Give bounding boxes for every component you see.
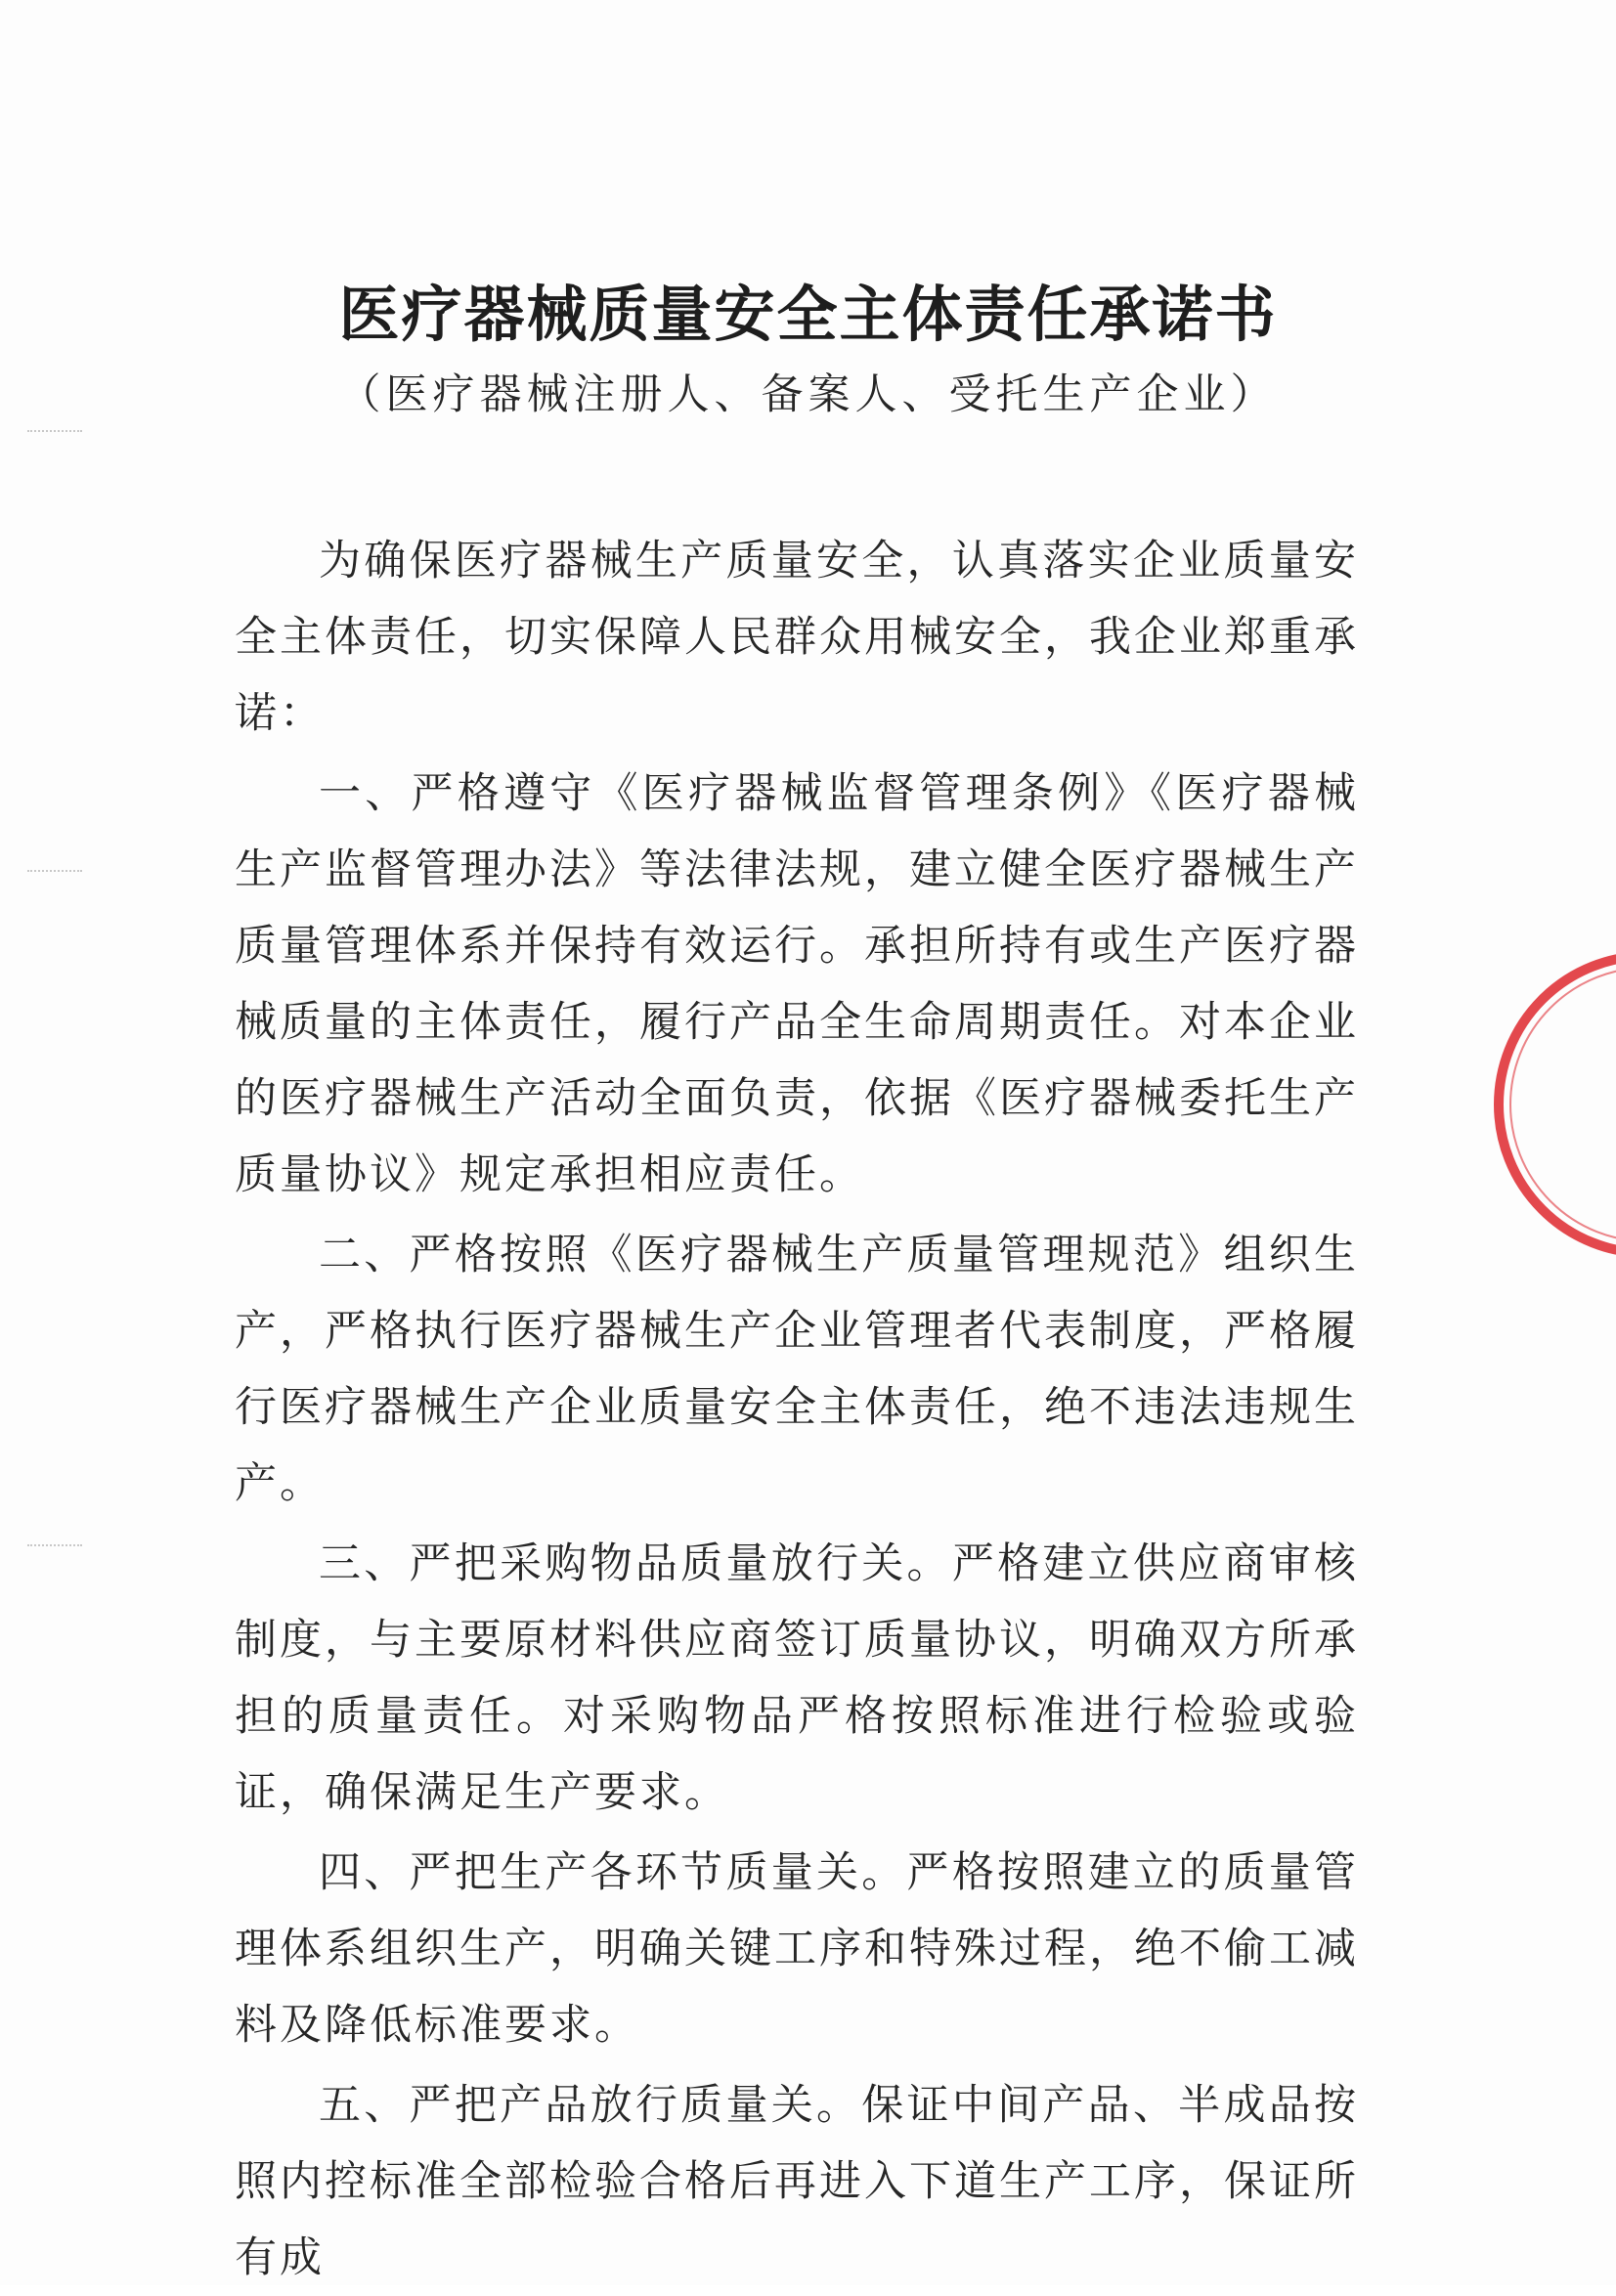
document-title: 医疗器械质量安全主体责任承诺书 xyxy=(338,279,1278,350)
scan-edge-mark xyxy=(27,430,82,432)
paragraph-clause-2: 二、严格按照《医疗器械生产质量管理规范》组织生产，严格执行医疗器械生产企业管理者代表制度，严格履行医疗器械生产企业质量安全主体责任，绝不违法违规生产。 xyxy=(235,1231,1359,1508)
paragraph-intro: 为确保医疗器械生产质量安全，认真落实企业质量安全主体责任，切实保障人民群众用械安全，我企业郑重承诺： xyxy=(235,537,1359,738)
paragraph-clause-3: 三、严把采购物品质量放行关。严格建立供应商审核制度，与主要原材料供应商签订质量协议，明确双方所承担的质量责任。对采购物品严格按照标准进行检验或验证，确保满足生产要求。 xyxy=(235,1539,1359,1817)
paragraph-clause-1: 一、严格遵守《医疗器械监督管理条例》《医疗器械生产监督管理办法》等法律法规，建立健全医疗器械生产质量管理体系并保持有效运行。承担所持有或生产医疗器械质量的主体责任，履行产品全生命周期责任。对本企业的医疗器械生产活动全面负责，依据《医疗器械委托生产质量协议》规定承担相应责任。 xyxy=(235,769,1359,1199)
scan-edge-mark xyxy=(27,1544,82,1546)
paragraph-clause-5: 五、严把产品放行质量关。保证中间产品、半成品按照内控标准全部检验合格后再进入下道生产工序，保证所有成 xyxy=(235,2081,1359,2282)
scan-edge-mark xyxy=(27,870,82,872)
company-seal-stamp xyxy=(1481,938,1616,1271)
document-body xyxy=(235,523,1359,2296)
document-subtitle: （医疗器械注册人、备案人、受托生产企业） xyxy=(338,370,1278,419)
paragraph-clause-4: 四、严把生产各环节质量关。严格按照建立的质量管理体系组织生产，明确关键工序和特殊过程，绝不偷工减料及降低标准要求。 xyxy=(235,1848,1359,2050)
